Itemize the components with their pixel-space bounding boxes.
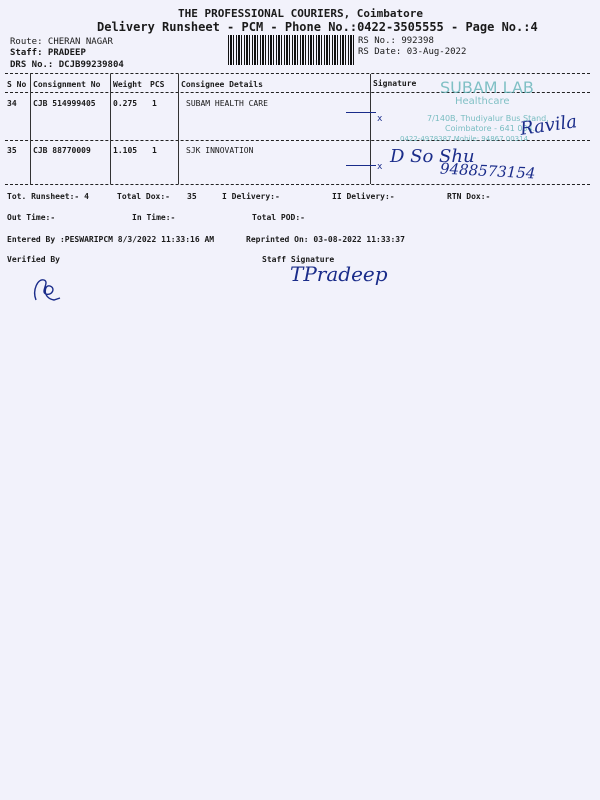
drs-number: DRS No.: DCJB99239804 bbox=[10, 60, 124, 70]
table-cell-sno: 35 bbox=[7, 146, 17, 155]
table-cell-pcs: 1 bbox=[152, 146, 157, 155]
verifier-initials bbox=[28, 272, 64, 304]
col-header-consignment: Consignment No bbox=[33, 80, 101, 89]
handwritten-signature: D So Shu bbox=[390, 146, 475, 167]
cross-mark: x bbox=[377, 162, 383, 172]
col-divider bbox=[370, 74, 371, 184]
stamp-city: Coimbatore - 641 034. bbox=[445, 124, 536, 133]
table-cell-pcs: 1 bbox=[152, 99, 157, 108]
first-delivery: I Delivery:- bbox=[222, 192, 280, 201]
col-divider bbox=[178, 74, 179, 184]
out-time: Out Time:- bbox=[7, 213, 56, 222]
table-bottom-rule bbox=[5, 184, 590, 185]
handwritten-signature: Ravila bbox=[518, 111, 579, 140]
table-top-rule bbox=[5, 73, 590, 74]
col-header-signature: Signature bbox=[373, 79, 417, 88]
rs-number: RS No.: 992398 bbox=[358, 36, 434, 46]
col-header-consignee: Consignee Details bbox=[181, 80, 263, 89]
cross-mark: x bbox=[377, 114, 383, 124]
staff-signature-label: Staff Signature bbox=[262, 255, 335, 264]
in-time: In Time:- bbox=[132, 213, 176, 222]
verified-by-label: Verified By bbox=[7, 255, 60, 264]
entered-by: Entered By :PESWARIPCM 8/3/2022 11:33:16 AM bbox=[7, 235, 215, 244]
company-title: THE PROFESSIONAL COURIERS, Coimbatore bbox=[178, 7, 424, 20]
stamp-address: 7/140B, Thudiyalur Bus Stand, bbox=[427, 114, 549, 123]
sign-line bbox=[346, 165, 376, 166]
total-pod: Total POD:- bbox=[252, 213, 305, 222]
total-runsheet: Tot. Runsheet:- 4 bbox=[7, 192, 89, 201]
total-dox-value: 35 bbox=[187, 192, 197, 201]
second-delivery: II Delivery:- bbox=[332, 192, 395, 201]
staff-label: Staff: PRADEEP bbox=[10, 48, 86, 58]
stamp-name: SUBAM LAB bbox=[440, 78, 534, 97]
table-cell-weight: 1.105 bbox=[113, 146, 138, 155]
table-cell-consignee: SUBAM HEALTH CARE bbox=[186, 99, 268, 108]
table-cell-weight: 0.275 bbox=[113, 99, 138, 108]
col-header-pcs: PCS bbox=[150, 80, 165, 89]
table-cell-consignee: SJK INNOVATION bbox=[186, 146, 254, 155]
col-header-weight: Weight bbox=[113, 80, 142, 89]
col-divider bbox=[110, 74, 111, 184]
barcode-image bbox=[228, 35, 354, 65]
col-divider bbox=[30, 74, 31, 184]
stamp-subname: Healthcare bbox=[455, 96, 510, 107]
runsheet-subtitle: Delivery Runsheet - PCM - Phone No.:0422-3505555 - Page No.:4 bbox=[97, 20, 538, 34]
rs-date: RS Date: 03-Aug-2022 bbox=[358, 47, 467, 57]
total-dox-label: Total Dox:- bbox=[117, 192, 170, 201]
staff-signature: TPradeep bbox=[290, 262, 388, 286]
stamp-phone: 0422-4978387 Mobile: 94867 00314 bbox=[400, 135, 529, 143]
table-cell-sno: 34 bbox=[7, 99, 17, 108]
table-cell-consignment: CJB 514999405 bbox=[33, 99, 96, 108]
sign-line bbox=[346, 112, 376, 113]
reprinted-on: Reprinted On: 03-08-2022 11:33:37 bbox=[246, 235, 405, 244]
route-label: Route: CHERAN NAGAR bbox=[10, 37, 113, 47]
col-header-sno: S No bbox=[7, 80, 27, 89]
handwritten-phone: 9488573154 bbox=[439, 159, 536, 183]
table-cell-consignment: CJB 88770009 bbox=[33, 146, 91, 155]
return-dox: RTN Dox:- bbox=[447, 192, 491, 201]
